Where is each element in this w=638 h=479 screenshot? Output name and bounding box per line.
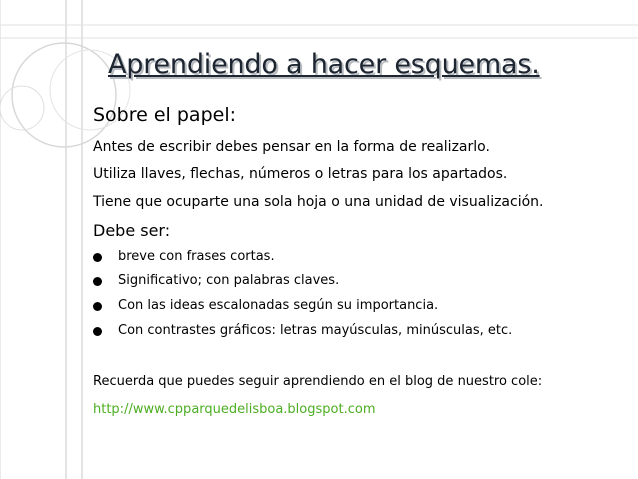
bullet-icon [93, 277, 102, 286]
section-heading: Sobre el papel: [93, 104, 237, 126]
list-item-text: Significativo; con palabras claves. [118, 273, 340, 288]
list-item-text: Con contrastes gráficos: letras mayúsculas, minúsculas, etc. [118, 323, 513, 338]
list-item-text: breve con frases cortas. [118, 249, 275, 264]
text-line-1: Antes de escribir debes pensar en la forma de realizarlo. [93, 139, 490, 155]
blog-link[interactable]: http://www.cpparquedelisboa.blogspot.com [93, 402, 376, 417]
bullet-icon [93, 327, 102, 336]
text-line-2: Utiliza llaves, flechas, números o letras para los apartados. [93, 166, 508, 182]
text-line-3: Tiene que ocuparte una sola hoja o una unidad de visualización. [93, 194, 544, 210]
list-heading: Debe ser: [93, 221, 171, 240]
bullet-icon [93, 253, 102, 262]
slide-title: Aprendiendo a hacer esquemas. [108, 49, 540, 80]
bullet-icon [93, 302, 102, 311]
list-item-text: Con las ideas escalonadas según su importancia. [118, 298, 439, 313]
footer-note: Recuerda que puedes seguir aprendiendo en el blog de nuestro cole: [93, 374, 543, 389]
